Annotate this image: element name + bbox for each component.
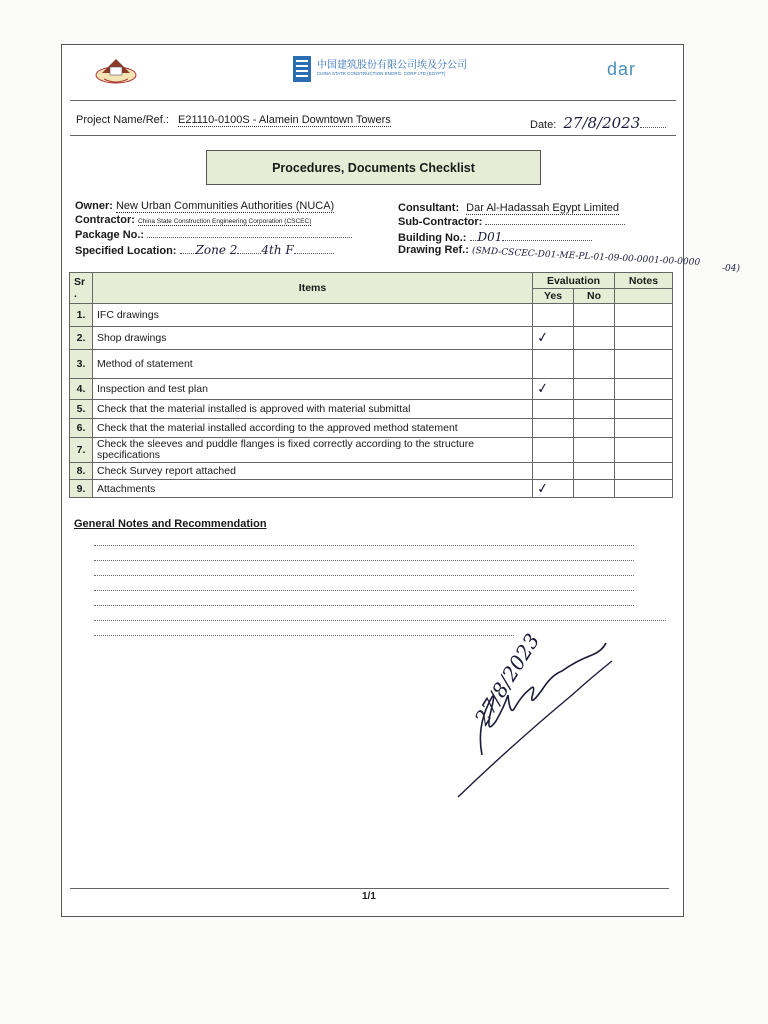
contractor-label: Contractor: xyxy=(75,214,135,226)
row-number: 8. xyxy=(70,463,93,480)
row-notes xyxy=(615,419,673,438)
row-item: Shop drawings xyxy=(93,327,533,350)
notes-header: Notes xyxy=(615,273,673,289)
subcontractor-label: Sub-Contractor: xyxy=(398,216,483,228)
row-number: 3. xyxy=(70,350,93,379)
row-notes xyxy=(615,327,673,350)
row-notes xyxy=(615,463,673,480)
row-yes xyxy=(533,463,574,480)
drawing-row xyxy=(398,244,701,268)
table-row xyxy=(70,480,673,498)
row-number: 5. xyxy=(70,400,93,419)
row-item: Check that the material installed according to the approved method statement xyxy=(93,419,533,438)
no-header: No xyxy=(574,289,615,304)
row-notes xyxy=(615,400,673,419)
yes-header: Yes xyxy=(533,289,574,304)
location-zone: Zone 2 xyxy=(195,243,238,257)
row-item: Method of statement xyxy=(93,350,533,379)
evaluation-header: Evaluation xyxy=(533,273,615,289)
date-value: 27/8/2023 xyxy=(563,114,641,132)
project-label: Project Name/Ref.: xyxy=(76,114,169,126)
row-no xyxy=(574,419,615,438)
building-label: Building No.: xyxy=(398,232,467,244)
note-line xyxy=(94,560,634,561)
contractor-value: China State Construction Engineering Corporation (CSCEC) xyxy=(137,218,312,225)
contractor-row xyxy=(75,214,311,226)
row-yes xyxy=(533,480,574,498)
location-floor: 4th F xyxy=(261,243,294,257)
row-item: Check that the material installed is approved with material submittal xyxy=(93,400,533,419)
row-no xyxy=(574,379,615,400)
signature-date: 27/8/2023 xyxy=(469,629,545,729)
row-yes xyxy=(533,438,574,463)
cscec-logo-icon xyxy=(293,56,311,82)
dar-logo: dar xyxy=(607,59,637,79)
consultant-label: Consultant: xyxy=(398,202,460,214)
date-row xyxy=(530,114,666,132)
row-item: Inspection and test plan xyxy=(93,379,533,400)
consultant-row xyxy=(398,202,619,214)
row-no xyxy=(574,480,615,498)
page-number: 1/1 xyxy=(362,891,376,902)
row-notes xyxy=(615,480,673,498)
row-number: 4. xyxy=(70,379,93,400)
row-yes xyxy=(533,304,574,327)
checkmark-icon: ✓ xyxy=(535,479,550,498)
note-line xyxy=(94,590,634,591)
row-notes xyxy=(615,379,673,400)
company-subtitle: CHINA STATE CONSTRUCTION ENGRG. CORP LTD (EGYPT) xyxy=(317,71,446,76)
row-item: Check the sleeves and puddle flanges is fixed correctly according to the structure specifications xyxy=(93,438,533,463)
drawing-label: Drawing Ref.: xyxy=(398,244,469,256)
row-no xyxy=(574,400,615,419)
row-notes xyxy=(615,350,673,379)
row-number: 1. xyxy=(70,304,93,327)
package-row xyxy=(75,229,352,241)
row-notes xyxy=(615,304,673,327)
company-name: 中国建筑股份有限公司埃及分公司 xyxy=(317,60,467,71)
row-yes xyxy=(533,350,574,379)
table-row xyxy=(70,419,673,438)
row-number: 2. xyxy=(70,327,93,350)
table-row xyxy=(70,438,673,463)
building-row xyxy=(398,230,592,244)
row-number: 6. xyxy=(70,419,93,438)
table-row xyxy=(70,463,673,480)
sr-header-text: Sr xyxy=(74,276,86,288)
row-item: IFC drawings xyxy=(93,304,533,327)
items-header: Items xyxy=(93,273,533,304)
table-row xyxy=(70,400,673,419)
subcontractor-row xyxy=(398,216,625,228)
consultant-value: Dar Al-Hadassah Egypt Limited xyxy=(466,202,620,214)
note-line xyxy=(94,575,634,576)
table-row xyxy=(70,350,673,379)
row-yes xyxy=(533,379,574,400)
drawing-value: (SMD-CSCEC-D01-ME-PL-01-09-00-0001-00-0000 xyxy=(471,246,701,268)
location-label: Specified Location: xyxy=(75,245,177,257)
row-number: 7. xyxy=(70,438,93,463)
ministry-logo-icon xyxy=(92,53,140,87)
checklist-title: Procedures, Documents Checklist xyxy=(206,150,541,185)
note-line xyxy=(94,605,634,606)
row-no xyxy=(574,438,615,463)
note-line xyxy=(94,635,514,636)
notes-heading: General Notes and Recommendation xyxy=(74,518,267,530)
project-value: E21110-0100S - Alamein Downtown Towers xyxy=(177,114,391,126)
table-row xyxy=(70,304,673,327)
project-ref-row xyxy=(76,114,391,126)
owner-label: Owner: xyxy=(75,200,113,212)
location-row xyxy=(75,243,334,257)
row-yes xyxy=(533,400,574,419)
row-number: 9. xyxy=(70,480,93,498)
row-notes xyxy=(615,438,673,463)
note-line xyxy=(94,545,634,546)
owner-value: New Urban Communities Authorities (NUCA) xyxy=(115,200,335,212)
row-yes xyxy=(533,419,574,438)
owner-row xyxy=(75,200,334,212)
sr-header-dot: . xyxy=(74,288,77,300)
row-no xyxy=(574,463,615,480)
checkmark-icon: ✓ xyxy=(535,329,550,347)
package-label: Package No.: xyxy=(75,229,145,241)
sr-header xyxy=(70,273,93,304)
row-item: Check Survey report attached xyxy=(93,463,533,480)
table-row xyxy=(70,379,673,400)
checklist-table xyxy=(69,272,673,498)
note-line xyxy=(94,620,666,621)
checklist-page xyxy=(61,44,701,917)
drawing-value-continuation: -04) xyxy=(722,264,741,274)
row-no xyxy=(574,327,615,350)
row-no xyxy=(574,350,615,379)
row-item: Attachments xyxy=(93,480,533,498)
date-label: Date: xyxy=(530,119,557,131)
table-row xyxy=(70,327,673,350)
notes-subheader xyxy=(615,289,673,304)
row-no xyxy=(574,304,615,327)
row-yes xyxy=(533,327,574,350)
building-value: D01 xyxy=(477,230,503,244)
checkmark-icon: ✓ xyxy=(535,380,550,398)
